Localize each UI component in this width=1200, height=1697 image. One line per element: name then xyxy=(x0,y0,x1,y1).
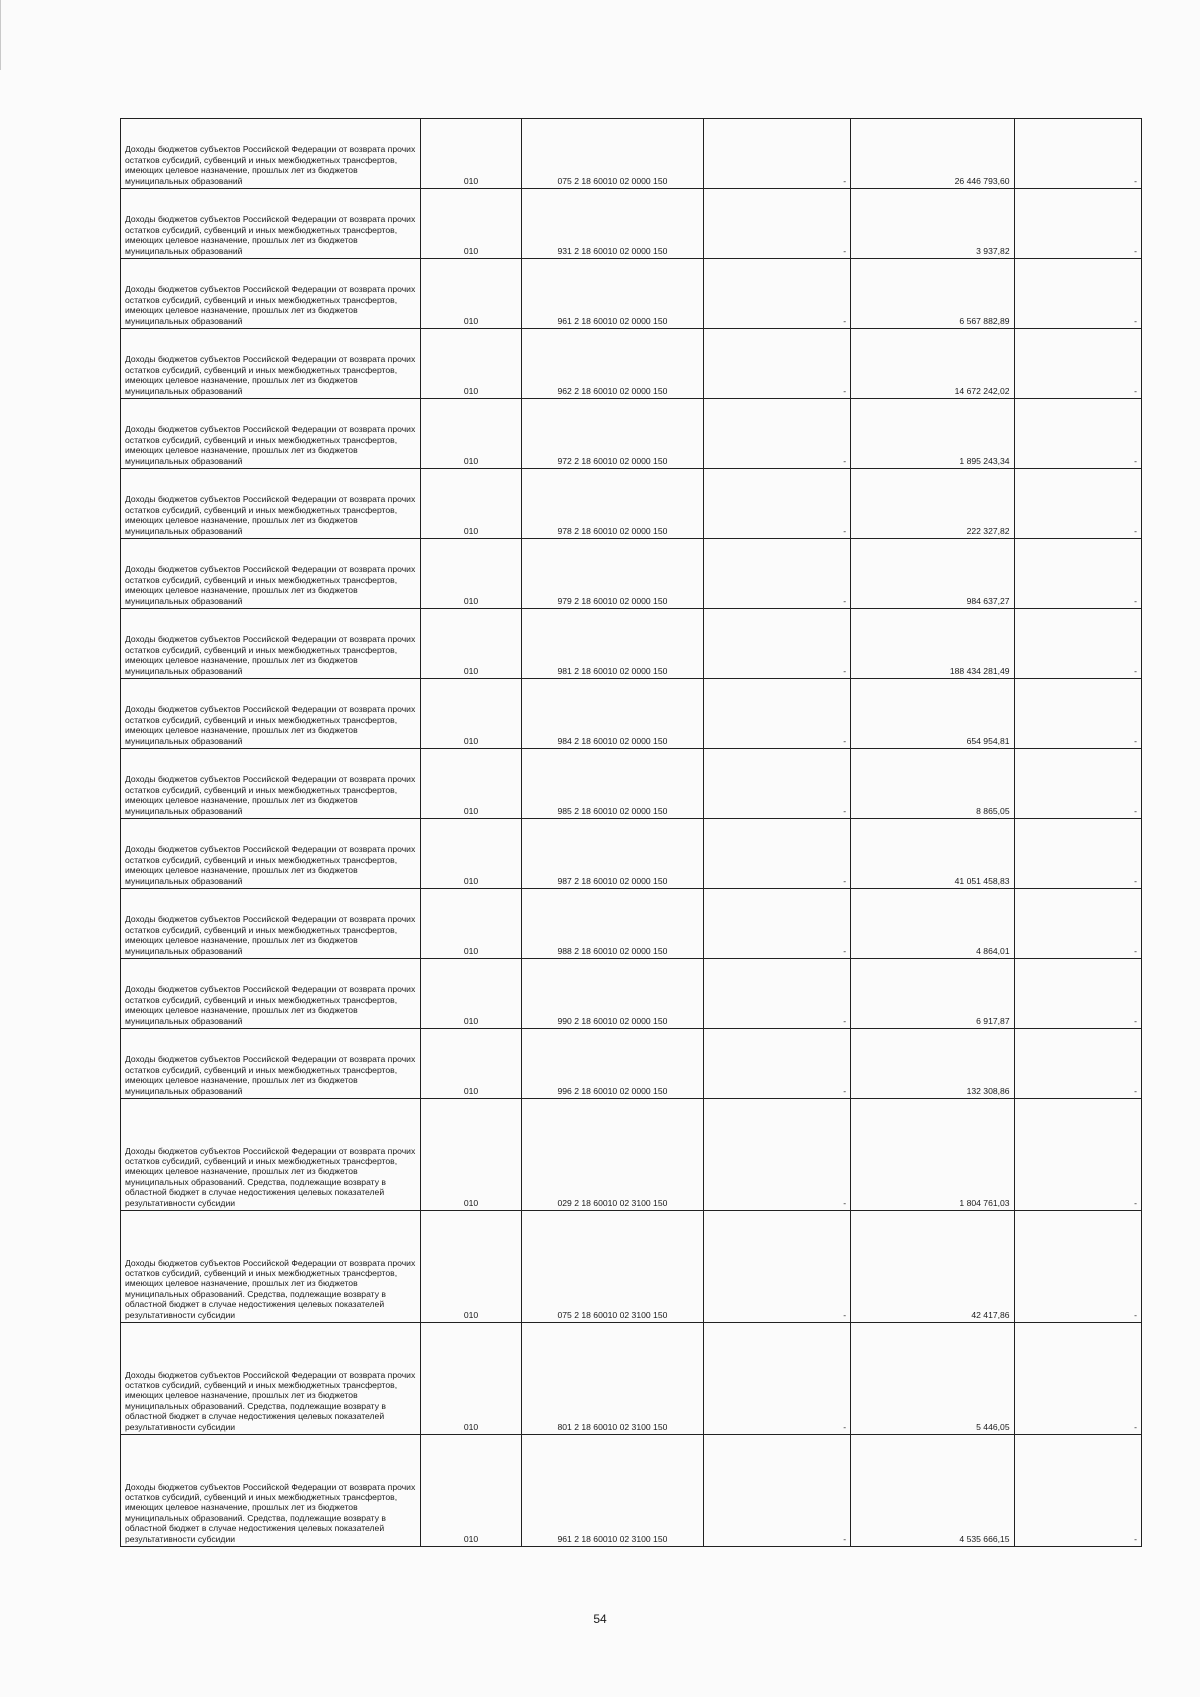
row-name-text: Доходы бюджетов субъектов Российской Федерации от возврата прочих остатков субсидий, субвенций и иных межбюджетных трансфертов, имеющих целевое назначение, прошлых лет из бюджетов муниципальных образований xyxy=(125,144,416,186)
row-amount-cell: 4 535 666,15 xyxy=(851,1435,1014,1547)
row-line-code-cell: 010 xyxy=(420,679,521,749)
revenue-table xyxy=(120,118,1142,1547)
row-value-a-cell: - xyxy=(703,1099,850,1211)
row-name-cell xyxy=(121,609,421,679)
row-amount-cell: 222 327,82 xyxy=(851,469,1014,539)
revenue-table-body xyxy=(121,119,1142,1547)
scan-artifact xyxy=(0,0,1,70)
row-value-a-cell: - xyxy=(703,469,850,539)
row-line-code-cell: 010 xyxy=(420,469,521,539)
row-line-code-cell: 010 xyxy=(420,749,521,819)
row-name-text: Доходы бюджетов субъектов Российской Федерации от возврата прочих остатков субсидий, субвенций и иных межбюджетных трансфертов, имеющих целевое назначение, прошлых лет из бюджетов муниципальных образований xyxy=(125,984,416,1026)
row-classifier-code-cell: 984 2 18 60010 02 0000 150 xyxy=(522,679,704,749)
table-row xyxy=(121,609,1142,679)
table-row xyxy=(121,119,1142,189)
row-classifier-code-cell: 972 2 18 60010 02 0000 150 xyxy=(522,399,704,469)
table-row xyxy=(121,329,1142,399)
row-name-cell xyxy=(121,819,421,889)
row-name-cell xyxy=(121,119,421,189)
table-row xyxy=(121,189,1142,259)
row-name-text: Доходы бюджетов субъектов Российской Федерации от возврата прочих остатков субсидий, субвенций и иных межбюджетных трансфертов, имеющих целевое назначение, прошлых лет из бюджетов муниципальных образований xyxy=(125,914,416,956)
row-value-c-cell: - xyxy=(1014,539,1141,609)
row-line-code-cell: 010 xyxy=(420,539,521,609)
row-name-cell xyxy=(121,1323,421,1435)
row-name-cell xyxy=(121,1211,421,1323)
row-amount-cell: 5 446,05 xyxy=(851,1323,1014,1435)
row-name-text: Доходы бюджетов субъектов Российской Федерации от возврата прочих остатков субсидий, субвенций и иных межбюджетных трансфертов, имеющих целевое назначение, прошлых лет из бюджетов муниципальных образований xyxy=(125,284,416,326)
row-name-cell xyxy=(121,259,421,329)
row-value-c-cell: - xyxy=(1014,259,1141,329)
table-row xyxy=(121,819,1142,889)
row-value-c-cell: - xyxy=(1014,819,1141,889)
row-classifier-code-cell: 981 2 18 60010 02 0000 150 xyxy=(522,609,704,679)
row-line-code-cell: 010 xyxy=(420,189,521,259)
row-name-cell xyxy=(121,469,421,539)
row-amount-cell: 1 804 761,03 xyxy=(851,1099,1014,1211)
row-name-cell xyxy=(121,539,421,609)
row-value-a-cell: - xyxy=(703,889,850,959)
row-amount-cell: 8 865,05 xyxy=(851,749,1014,819)
row-line-code-cell: 010 xyxy=(420,119,521,189)
row-name-text: Доходы бюджетов субъектов Российской Федерации от возврата прочих остатков субсидий, субвенций и иных межбюджетных трансфертов, имеющих целевое назначение, прошлых лет из бюджетов муниципальных образований xyxy=(125,564,416,606)
row-classifier-code-cell: 990 2 18 60010 02 0000 150 xyxy=(522,959,704,1029)
row-value-a-cell: - xyxy=(703,749,850,819)
row-value-c-cell: - xyxy=(1014,469,1141,539)
row-amount-cell: 188 434 281,49 xyxy=(851,609,1014,679)
row-name-cell xyxy=(121,1029,421,1099)
row-name-cell xyxy=(121,959,421,1029)
table-row xyxy=(121,889,1142,959)
table-row xyxy=(121,1435,1142,1547)
table-row xyxy=(121,1099,1142,1211)
row-classifier-code-cell: 075 2 18 60010 02 3100 150 xyxy=(522,1211,704,1323)
row-line-code-cell: 010 xyxy=(420,609,521,679)
row-line-code-cell: 010 xyxy=(420,1323,521,1435)
row-value-a-cell: - xyxy=(703,1435,850,1547)
row-classifier-code-cell: 996 2 18 60010 02 0000 150 xyxy=(522,1029,704,1099)
row-name-text: Доходы бюджетов субъектов Российской Федерации от возврата прочих остатков субсидий, субвенций и иных межбюджетных трансфертов, имеющих целевое назначение, прошлых лет из бюджетов муниципальных образований xyxy=(125,704,416,746)
row-name-cell xyxy=(121,1099,421,1211)
row-value-a-cell: - xyxy=(703,539,850,609)
row-value-c-cell: - xyxy=(1014,959,1141,1029)
row-value-c-cell: - xyxy=(1014,119,1141,189)
row-value-c-cell: - xyxy=(1014,889,1141,959)
page-number: 54 xyxy=(593,1612,607,1626)
row-value-c-cell: - xyxy=(1014,609,1141,679)
row-value-a-cell: - xyxy=(703,399,850,469)
row-name-cell xyxy=(121,399,421,469)
row-amount-cell: 654 954,81 xyxy=(851,679,1014,749)
row-name-text: Доходы бюджетов субъектов Российской Федерации от возврата прочих остатков субсидий, субвенций и иных межбюджетных трансфертов, имеющих целевое назначение, прошлых лет из бюджетов муниципальных образований xyxy=(125,424,416,466)
row-classifier-code-cell: 987 2 18 60010 02 0000 150 xyxy=(522,819,704,889)
row-value-c-cell: - xyxy=(1014,1029,1141,1099)
row-amount-cell: 14 672 242,02 xyxy=(851,329,1014,399)
row-name-text: Доходы бюджетов субъектов Российской Федерации от возврата прочих остатков субсидий, субвенций и иных межбюджетных трансфертов, имеющих целевое назначение, прошлых лет из бюджетов муниципальных образований xyxy=(125,634,416,676)
row-name-text: Доходы бюджетов субъектов Российской Федерации от возврата прочих остатков субсидий, субвенций и иных межбюджетных трансфертов, имеющих целевое назначение, прошлых лет из бюджетов муниципальных образований xyxy=(125,354,416,396)
row-value-a-cell: - xyxy=(703,819,850,889)
row-line-code-cell: 010 xyxy=(420,889,521,959)
row-value-c-cell: - xyxy=(1014,1435,1141,1547)
row-name-text: Доходы бюджетов субъектов Российской Федерации от возврата прочих остатков субсидий, субвенций и иных межбюджетных трансфертов, имеющих целевое назначение, прошлых лет из бюджетов муниципальных образований xyxy=(125,214,416,256)
row-classifier-code-cell: 985 2 18 60010 02 0000 150 xyxy=(522,749,704,819)
row-value-a-cell: - xyxy=(703,1323,850,1435)
row-classifier-code-cell: 931 2 18 60010 02 0000 150 xyxy=(522,189,704,259)
row-value-a-cell: - xyxy=(703,189,850,259)
table-row xyxy=(121,469,1142,539)
row-value-a-cell: - xyxy=(703,959,850,1029)
row-line-code-cell: 010 xyxy=(420,1099,521,1211)
row-name-cell xyxy=(121,889,421,959)
row-value-a-cell: - xyxy=(703,1029,850,1099)
row-classifier-code-cell: 961 2 18 60010 02 0000 150 xyxy=(522,259,704,329)
row-value-a-cell: - xyxy=(703,259,850,329)
row-value-c-cell: - xyxy=(1014,399,1141,469)
row-value-c-cell: - xyxy=(1014,1099,1141,1211)
row-amount-cell: 42 417,86 xyxy=(851,1211,1014,1323)
table-row xyxy=(121,539,1142,609)
row-amount-cell: 984 637,27 xyxy=(851,539,1014,609)
row-name-text: Доходы бюджетов субъектов Российской Федерации от возврата прочих остатков субсидий, субвенций и иных межбюджетных трансфертов, имеющих целевое назначение, прошлых лет из бюджетов муниципальных образований. Средства, подлежащие возврату в областной бюджет в случае недостижения целевых показателей результативности субсидии xyxy=(125,1481,416,1544)
row-name-cell xyxy=(121,1435,421,1547)
row-line-code-cell: 010 xyxy=(420,959,521,1029)
row-value-c-cell: - xyxy=(1014,1211,1141,1323)
table-row xyxy=(121,1029,1142,1099)
row-line-code-cell: 010 xyxy=(420,1435,521,1547)
table-row xyxy=(121,1323,1142,1435)
row-value-a-cell: - xyxy=(703,1211,850,1323)
row-value-a-cell: - xyxy=(703,679,850,749)
row-value-c-cell: - xyxy=(1014,749,1141,819)
row-value-c-cell: - xyxy=(1014,189,1141,259)
row-line-code-cell: 010 xyxy=(420,399,521,469)
row-name-text: Доходы бюджетов субъектов Российской Федерации от возврата прочих остатков субсидий, субвенций и иных межбюджетных трансфертов, имеющих целевое назначение, прошлых лет из бюджетов муниципальных образований xyxy=(125,844,416,886)
row-value-c-cell: - xyxy=(1014,329,1141,399)
row-value-a-cell: - xyxy=(703,609,850,679)
row-line-code-cell: 010 xyxy=(420,1211,521,1323)
row-line-code-cell: 010 xyxy=(420,819,521,889)
table-row xyxy=(121,399,1142,469)
row-classifier-code-cell: 075 2 18 60010 02 0000 150 xyxy=(522,119,704,189)
row-amount-cell: 4 864,01 xyxy=(851,889,1014,959)
row-amount-cell: 132 308,86 xyxy=(851,1029,1014,1099)
row-name-text: Доходы бюджетов субъектов Российской Федерации от возврата прочих остатков субсидий, субвенций и иных межбюджетных трансфертов, имеющих целевое назначение, прошлых лет из бюджетов муниципальных образований. Средства, подлежащие возврату в областной бюджет в случае недостижения целевых показателей результативности субсидии xyxy=(125,1369,416,1432)
table-row xyxy=(121,679,1142,749)
row-amount-cell: 1 895 243,34 xyxy=(851,399,1014,469)
table-row xyxy=(121,749,1142,819)
row-line-code-cell: 010 xyxy=(420,1029,521,1099)
row-name-cell xyxy=(121,329,421,399)
row-name-cell xyxy=(121,749,421,819)
row-name-cell xyxy=(121,189,421,259)
row-classifier-code-cell: 979 2 18 60010 02 0000 150 xyxy=(522,539,704,609)
row-value-c-cell: - xyxy=(1014,679,1141,749)
table-row xyxy=(121,259,1142,329)
row-name-text: Доходы бюджетов субъектов Российской Федерации от возврата прочих остатков субсидий, субвенций и иных межбюджетных трансфертов, имеющих целевое назначение, прошлых лет из бюджетов муниципальных образований xyxy=(125,1054,416,1096)
row-amount-cell: 3 937,82 xyxy=(851,189,1014,259)
row-classifier-code-cell: 961 2 18 60010 02 3100 150 xyxy=(522,1435,704,1547)
row-name-text: Доходы бюджетов субъектов Российской Федерации от возврата прочих остатков субсидий, субвенций и иных межбюджетных трансфертов, имеющих целевое назначение, прошлых лет из бюджетов муниципальных образований. Средства, подлежащие возврату в областной бюджет в случае недостижения целевых показателей результативности субсидии xyxy=(125,1257,416,1320)
row-amount-cell: 41 051 458,83 xyxy=(851,819,1014,889)
row-line-code-cell: 010 xyxy=(420,259,521,329)
row-amount-cell: 6 917,87 xyxy=(851,959,1014,1029)
table-row xyxy=(121,1211,1142,1323)
row-value-a-cell: - xyxy=(703,329,850,399)
row-classifier-code-cell: 978 2 18 60010 02 0000 150 xyxy=(522,469,704,539)
row-name-cell xyxy=(121,679,421,749)
row-amount-cell: 6 567 882,89 xyxy=(851,259,1014,329)
row-classifier-code-cell: 962 2 18 60010 02 0000 150 xyxy=(522,329,704,399)
row-name-text: Доходы бюджетов субъектов Российской Федерации от возврата прочих остатков субсидий, субвенций и иных межбюджетных трансфертов, имеющих целевое назначение, прошлых лет из бюджетов муниципальных образований xyxy=(125,774,416,816)
row-name-text: Доходы бюджетов субъектов Российской Федерации от возврата прочих остатков субсидий, субвенций и иных межбюджетных трансфертов, имеющих целевое назначение, прошлых лет из бюджетов муниципальных образований xyxy=(125,494,416,536)
row-classifier-code-cell: 801 2 18 60010 02 3100 150 xyxy=(522,1323,704,1435)
row-classifier-code-cell: 988 2 18 60010 02 0000 150 xyxy=(522,889,704,959)
row-name-text: Доходы бюджетов субъектов Российской Федерации от возврата прочих остатков субсидий, субвенций и иных межбюджетных трансфертов, имеющих целевое назначение, прошлых лет из бюджетов муниципальных образований. Средства, подлежащие возврату в областной бюджет в случае недостижения целевых показателей результативности субсидии xyxy=(125,1145,416,1208)
row-line-code-cell: 010 xyxy=(420,329,521,399)
row-value-a-cell: - xyxy=(703,119,850,189)
table-row xyxy=(121,959,1142,1029)
row-classifier-code-cell: 029 2 18 60010 02 3100 150 xyxy=(522,1099,704,1211)
row-value-c-cell: - xyxy=(1014,1323,1141,1435)
row-amount-cell: 26 446 793,60 xyxy=(851,119,1014,189)
